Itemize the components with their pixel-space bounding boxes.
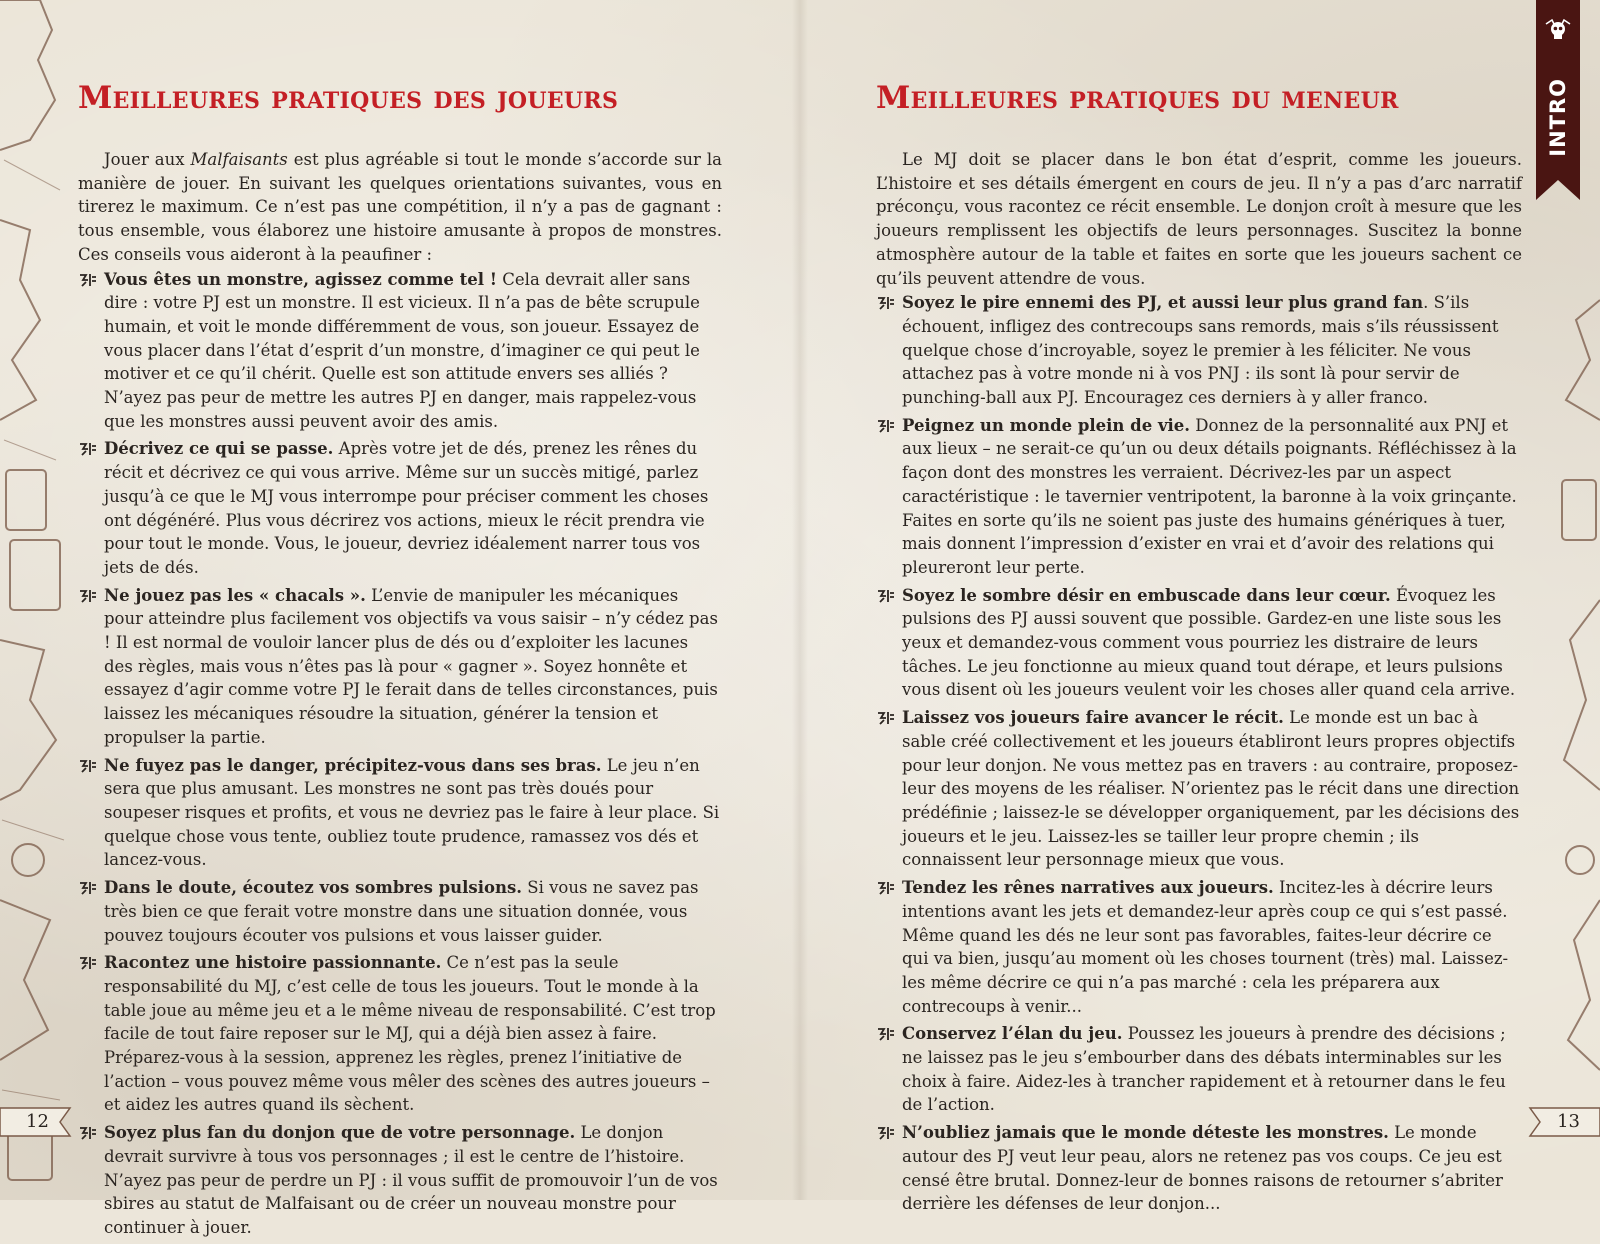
bullet-icon — [876, 588, 896, 604]
tip-text: Si vous ne savez pas très bien ce que ferait votre monstre dans une situation donnée, vous pouvez toujours écouter vos pulsions et vous laisser guider. — [104, 878, 699, 945]
tip-title: N’oubliez jamais que le monde déteste les monstres. — [902, 1123, 1389, 1143]
bullet-icon — [78, 588, 98, 604]
list-item — [78, 1121, 722, 1240]
game-title-italic: Malfaisants — [190, 150, 288, 169]
tip-title: Soyez le sombre désir en embuscade dans leur cœur. — [902, 585, 1391, 605]
tip-text: Ce n’est pas la seule responsabilité du MJ, c’est celle de tous les joueurs. Tout le monde à la table joue au même jeu et a le même niveau de responsabilité. C’est trop facile de tout faire reposer sur le MJ, qui a déjà bien assez à faire. Préparez-vous à la session, apprenez les règles, prenez l’initiative de l’action – vous pouvez même vous mêler des scènes des autres joueurs – et aidez les autres quand ils sèchent. — [104, 953, 716, 1115]
list-item — [78, 876, 722, 947]
tip-text: Le monde est un bac à sable créé collectivement et les joueurs établiront leurs propres objectifs pour leur donjon. Ne vous mettez pas en travers : au contraire, proposez-leur des moyens de les réaliser. N’orientez pas le récit dans une direction prédéfinie ; laissez-le se développer organiquement, par les décisions des joueurs et le jeu. Laissez-les se tailler leur propre chemin ; ils connaissent leur personnage mieux que vous. — [902, 708, 1520, 870]
intro-text-start: Jouer aux — [104, 150, 191, 169]
list-item — [876, 584, 1522, 703]
bullet-icon — [78, 441, 98, 457]
right-intro-paragraph: Le MJ doit se placer dans le bon état d’esprit, comme les joueurs. L’histoire et ses détails émergent en cours de jeu. Il n’y a pas d’arc narratif préconçu, vous racontez ce récit ensemble. Le donjon croît à mesure que les joueurs remplissent les objectifs de leurs personnages. Suscitez la bonne atmosphère autour de la table et faites en sorte que les joueurs sachent ce qu’ils peuvent attendre de vous. — [876, 150, 1522, 288]
list-item — [876, 876, 1522, 1018]
tip-text: Après votre jet de dés, prenez les rênes du récit et décrivez ce qui vous arrive. Même sur un succès mitigé, parlez jusqu’à ce que le MJ vous interrompe pour préciser comment les choses ont dégénéré. Plus vous décrirez vos actions, mieux le récit prendra vie pour tout le monde. Vous, le joueur, devriez idéalement narrer tous vos jets de dés. — [104, 439, 709, 577]
tip-text: L’envie de manipuler les mécaniques pour atteindre plus facilement vos objectifs va vous saisir – n’y cédez pas ! Il est normal de vouloir lancer plus de dés ou d’exploiter les lacunes des règles, mais vous n’êtes pas là pour « gagner ». Soyez honnête et essayez d’agir comme votre PJ le ferait dans de telles circonstances, puis laissez les mécaniques résoudre la situation, générer la tension et propulser la partie. — [104, 585, 718, 747]
gm-tips-list — [876, 291, 1522, 1216]
tip-title: Soyez plus fan du donjon que de votre personnage. — [104, 1123, 576, 1143]
page-number: 13 — [1557, 1111, 1580, 1132]
bullet-icon — [78, 955, 98, 971]
tip-title: Tendez les rênes narratives aux joueurs. — [902, 878, 1274, 898]
right-page-column — [876, 78, 1522, 1220]
list-item — [78, 584, 722, 750]
left-border-illustration — [0, 0, 72, 1200]
bullet-icon — [876, 710, 896, 726]
list-item — [78, 268, 722, 434]
tip-text: Le donjon devrait survivre à tous vos personnages ; il est le centre de l’histoire. N’ayez pas peur de perdre un PJ : il vous suffit de promouvoir l’un de vos sbires au statut de Malfaisant ou de créer un nouveau monstre pour continuer à jouer. — [104, 1123, 718, 1237]
list-item — [876, 1022, 1522, 1117]
list-item — [78, 437, 722, 579]
page-number-banner-left — [0, 1104, 78, 1140]
bullet-icon — [876, 418, 896, 434]
page-number-banner-right — [1522, 1104, 1600, 1140]
left-intro-paragraph — [78, 148, 722, 267]
tip-text: . S’ils échouent, infligez des contrecoups sans remords, mais s’ils réussissent quelque chose d’incroyable, soyez le premier à les féliciter. Ne vous attachez pas à votre monde ni à vos PNJ : ils sont là pour servir de punching-ball aux PJ. Encouragez ces derniers à y aller franco. — [902, 293, 1499, 408]
tip-text: Évoquez les pulsions des PJ aussi souvent que possible. Gardez-en une liste sous les yeux et demandez-vous comment vous pourriez les distraire de leurs tâches. Le jeu fonctionne au mieux quand tout dérape, et leurs pulsions vous disent où les joueurs veulent voir les choses aller quand cela arrive. — [902, 585, 1516, 700]
bullet-icon — [78, 758, 98, 774]
bullet-icon — [78, 272, 98, 288]
list-item — [876, 414, 1522, 580]
intro-text-end: est plus agréable si tout le monde s’accorde sur la manière de jouer. En suivant les quelques orientations suivantes, vous en tirerez le maximum. Ce n’est pas une compétition, il n’y a pas de gagnant : tous ensemble, vous élaborez une histoire amusante à propos de monstres. Ces conseils vous aideront à la peaufiner : — [78, 150, 723, 264]
left-page-heading: Meilleures pratiques des joueurs — [78, 80, 619, 116]
tip-text: Donnez de la personnalité aux PNJ et aux lieux – ne serait-ce qu’un ou deux détails poignants. Réfléchissez à la façon dont des monstres les verraient. Décrivez-les par un aspect caractéristique : le tavernier ventripotent, la baronne à la voix grinçante. Faites en sorte qu’ils ne soient pas juste des humains génériques à tuer, mais donnent l’impression d’exister en vrai et d’avoir des relations qui pleureront leur perte. — [902, 415, 1517, 577]
tip-text: Le jeu n’en sera que plus amusant. Les monstres ne sont pas très doués pour soupeser risques et profits, et vous ne devriez pas le faire à leur place. Si quelque chose vous tente, oubliez toute prudence, ramassez vos dés et lancez-vous. — [104, 755, 720, 870]
tip-title: Décrivez ce qui se passe. — [104, 439, 334, 459]
bullet-icon — [78, 880, 98, 896]
chapter-tab-label[interactable]: INTRO — [1546, 78, 1570, 157]
tip-title: Vous êtes un monstre, agissez comme tel ! — [104, 269, 498, 289]
list-item — [876, 291, 1522, 410]
tip-title: Soyez le pire ennemi des PJ, et aussi leur plus grand fan — [902, 293, 1424, 313]
page-number: 12 — [26, 1111, 49, 1132]
tip-title: Laissez vos joueurs faire avancer le récit. — [902, 708, 1284, 728]
player-tips-list — [78, 268, 722, 1240]
tip-title: Dans le doute, écoutez vos sombres pulsions. — [104, 878, 523, 898]
tip-title: Peignez un monde plein de vie. — [902, 415, 1191, 435]
tip-title: Ne jouez pas les « chacals ». — [104, 585, 366, 605]
bullet-icon — [876, 1125, 896, 1141]
tip-text: Le monde autour des PJ veut leur peau, alors ne retenez pas vos coups. Ce jeu est censé être brutal. Donnez-leur de bonnes raisons de retourner s’abriter derrière les défenses de leur donjon... — [902, 1123, 1503, 1214]
book-gutter — [792, 0, 808, 1200]
tip-text: Cela devrait aller sans dire : votre PJ est un monstre. Il est vicieux. Il n’a pas de bête scrupule humain, et voit le monde différemment de vous, son joueur. Essayez de vous placer dans l’état d’esprit d’un monstre, d’imaginer ce qui peut le motiver et ce qu’il chérit. Quelle est son attitude envers ses alliés ? N’ayez pas peur de mettre les autres PJ en danger, mais rappelez-vous que les monstres aussi peuvent avoir des amis. — [104, 269, 700, 431]
right-page-heading: Meilleures pratiques du meneur — [876, 80, 1399, 116]
tip-title: Conservez l’élan du jeu. — [902, 1024, 1123, 1044]
tip-text: Poussez les joueurs à prendre des décisions ; ne laissez pas le jeu s’embourber dans des débats interminables sur les choix à faire. Aidez-les à trancher rapidement et à retourner dans le feu de l’action. — [902, 1024, 1506, 1115]
bullet-icon — [876, 880, 896, 896]
bullet-icon — [78, 1125, 98, 1141]
list-item — [876, 1121, 1522, 1216]
list-item — [876, 706, 1522, 872]
tip-title: Racontez une histoire passionnante. — [104, 953, 442, 973]
tip-text: Incitez-les à décrire leurs intentions avant les jets et demandez-leur après coup ce qui s’est passé. Même quand les dés ne leur sont pas favorables, faites-leur décrire ce qui va bien, jusqu’au moment où les choses tournent (très) mal. Laissez-les même décrire ce qui n’a pas marché : cela les préparera aux contrecoups à venir... — [902, 878, 1509, 1016]
tip-title: Ne fuyez pas le danger, précipitez-vous dans ses bras. — [104, 755, 602, 775]
bullet-icon — [876, 295, 896, 311]
left-page-column — [78, 78, 722, 1244]
bullet-icon — [876, 1026, 896, 1042]
list-item — [78, 951, 722, 1117]
skull-icon — [1542, 14, 1574, 46]
list-item — [78, 754, 722, 873]
